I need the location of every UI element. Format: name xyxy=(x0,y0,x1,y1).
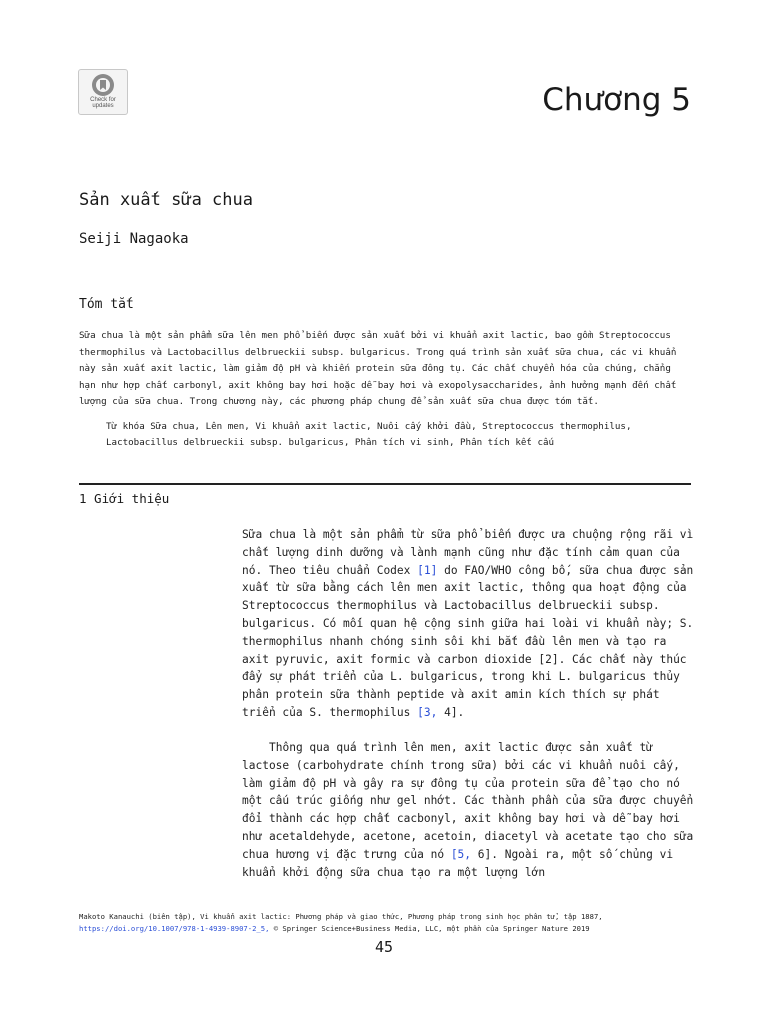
paragraph-1-part-a: Sữa chua là một sản phẩm từ sữa phổ biến được ưa chuộng rộng rãi vì chất lượng dinh dưỡng và lành mạnh cũng như đặc tính cảm quan của nó. Theo tiêu chuẩn Codex xyxy=(242,528,694,577)
paragraph-1-part-b: do FAO/WHO công bố, sữa chua được sản xuất từ sữa bằng cách lên men axit lactic, thông qua hoạt động của Streptococcus thermophilus và Lactobacillus delbrueckii subsp. bulgaricus. Có mối quan hệ cộng sinh giữa hai loài vi khuẩn này; S. thermophilus nhanh chóng sinh sôi khi bắt đầu lên men và tạo ra axit pyruvic, axit formic và carbon dioxide [2]. Các chất này thúc đẩy sự phát triển của L. bulgaricus, trong khi L. bulgaricus thủy phân protein sữa thành peptide và axit amin kích thích sự phát triển của S. thermophilus xyxy=(242,563,694,719)
paragraph-2-part-b: 6]. Ngoài ra, một số chủng vi khuẩn khởi động sữa chua tạo ra một lượng lớn xyxy=(242,847,674,879)
badge-line-2: updates xyxy=(92,103,114,109)
paragraph-2 xyxy=(242,739,694,881)
footnote-part-b: © Springer Science+Business Media, LLC, một phần của Springer Nature 2019 xyxy=(269,923,590,933)
abstract-heading: Tóm tắt xyxy=(79,297,134,312)
bookmark-icon xyxy=(91,73,115,97)
section-heading: 1 Giới thiệu xyxy=(79,491,170,506)
keywords: Từ khóa Sữa chua, Lên men, Vi khuẩn axit lactic, Nuôi cấy khởi đầu, Streptococcus thermophilus, Lactobacillus delbrueckii subsp. bulgaricus, Phân tích vi sinh, Phân tích kết cấu xyxy=(106,421,632,448)
abstract-text: Sữa chua là một sản phẩm sữa lên men phổ biến được sản xuất bởi vi khuẩn axit lactic, bao gồm Streptococcus thermophilus và Lactobacillus delbrueckii subsp. bulgaricus. Trong quá trình sản xuất sữa chua, các vi khuẩn này sản xuất axit lactic, làm giảm độ pH và khiến protein sữa đông tụ. Các chất chuyển hóa của chúng, chẳng hạn như hợp chất carbonyl, axit không bay hơi hoặc dễ bay hơi và exopolysaccharides, ảnh hưởng mạnh đến chất lượng của sữa chua. Trong chương này, các phương pháp chung để sản xuất sữa chua được tóm tắt. xyxy=(79,330,677,408)
doi-link[interactable]: https://doi.org/10.1007/978-1-4939-8907-2_5, xyxy=(79,923,270,933)
footnote-part-a: Makoto Kanauchi (biên tập), Vi khuẩn axit lactic: Phương pháp và giao thức, Phương pháp trong sinh học phân tử, tập 1887, xyxy=(79,912,603,921)
paragraph-2-part-a: Thông qua quá trình lên men, axit lactic được sản xuất từ lactose (carbohydrate chính trong sữa) bởi các vi khuẩn nuôi cấy, làm giảm độ pH và gây ra sự đông tụ của protein sữa để tạo cho nó một cấu trúc giống như gel nhớt. Các thành phần của sữa được chuyển đổi thành các hợp chất cacbonyl, axit không bay hơi và dễ bay hơi như acetaldehyde, acetone, acetoin, diacetyl và acetate tạo cho sữa chua hương vị đặc trưng của nó xyxy=(242,741,694,861)
author-name: Seiji Nagaoka xyxy=(79,231,189,247)
page-number: 45 xyxy=(374,938,394,956)
chapter-title: Sản xuất sữa chua xyxy=(79,190,253,210)
chapter-number: Chương 5 xyxy=(542,82,691,118)
section-divider xyxy=(79,483,691,485)
citation-link[interactable]: [3, xyxy=(417,705,438,719)
paragraph-1-part-c: 4]. xyxy=(437,705,465,719)
check-for-updates-badge[interactable] xyxy=(78,69,128,115)
paragraph-1 xyxy=(242,526,694,722)
footnote xyxy=(79,911,699,934)
badge-line-1: Check for xyxy=(90,97,116,103)
citation-link[interactable]: [5, xyxy=(450,847,472,861)
citation-link[interactable]: [1] xyxy=(417,563,438,577)
